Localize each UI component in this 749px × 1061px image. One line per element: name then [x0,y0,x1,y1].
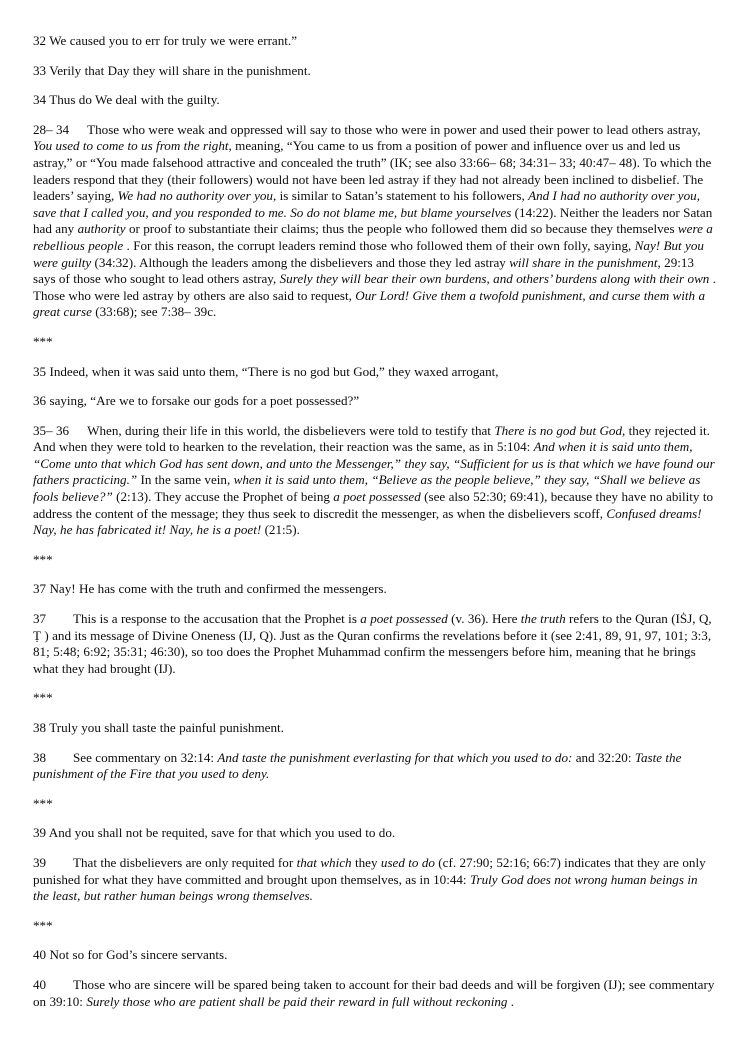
verse-line-37: 37 Nay! He has come with the truth and confirmed the messengers. [33,581,387,597]
section-separator: *** [33,551,53,567]
verse-line-36: 36 saying, “Are we to forsake our gods for a poet possessed?” [33,393,360,409]
commentary-text: See commentary on 32:14: And taste the punishment everlasting for that which you used to do: and 32:20: Taste the punishment of the Fire that you used to deny. [33,749,682,782]
commentary-text: Those who are sincere will be spared being taken to account for their bad deeds and will be forgiven (IJ); see commentary on 39:10: Surely those who are patient shall be paid their reward in full without reckoning . [33,976,715,1009]
commentary-block-40 [33,977,716,1010]
commentary-number: 38 [33,749,47,765]
commentary-number: 39 [33,854,47,870]
verse-line-35: 35 Indeed, when it was said unto them, “There is no god but God,” they waxed arrogant, [33,363,499,379]
verse-line-32: 32 We caused you to err for truly we were errant.” [33,33,298,48]
commentary-block-38 [33,750,716,783]
commentary-text: That the disbelievers are only requited for that which they used to do (cf. 27:90; 52:16; 66:7) indicates that they are only punished for what they have committed and brought upon themselves, as in 10:44: Truly God does not wrong human beings in the least, but rather human beings wrong themselves. [33,854,706,904]
commentary-text: Those who were weak and oppressed will say to those who were in power and used their power to lead others astray, You used to come to us from the right, meaning, “You came to us from a position of power and influence over us and led us astray,” or “You made falsehood attractive and concealed the truth” (IK; see also 33:66– 68; 34:31– 33; 40:47– 48). To which the leaders respond that they (their followers) would not have been led astray if they had not already been inclined to disbelief. The leaders’ saying, We had no authority over you, is similar to Satan’s statement to his followers, And I had no authority over you, save that I called you, and you responded to me. So do not blame me, but blame yourselves (14:22). Neither the leaders nor Satan had any authority or proof to substantiate their claims; thus the people who followed them did so because they themselves were a rebellious people . For this reason, the corrupt leaders remind those who followed them of their own folly, saying, Nay! But you were guilty (34:32). Although the leaders among the disbelievers and those they led astray will share in the punishment, 29:13 says of those who sought to lead others astray, Surely they will bear their own burdens, and others’ burdens along with their own . Those who were led astray by others are also said to request, Our Lord! Give them a twofold punishment, and curse them with a great curse (33:68); see 7:38– 39c. [33,121,717,320]
commentary-number: 40 [33,976,47,992]
verse-line-38: 38 Truly you shall taste the painful punishment. [33,720,284,735]
section-separator: *** [33,333,53,349]
verse-line-39: 39 And you shall not be requited, save for that which you used to do. [33,825,396,841]
commentary-block-35-36 [33,423,716,539]
commentary-number: 28– 34 [33,121,70,137]
commentary-text: This is a response to the accusation that the Prophet is a poet possessed (v. 36). Here the truth refers to the Quran (IṠJ, Q, Ṭ ) and its message of Divine Oneness (IJ, Q). Just as the Quran confirms the revelations before it (see 2:41, 89, 91, 97, 101; 3:3, 81; 5:48; 6:92; 35:31; 46:30), so too does the Prophet Muhammad confirm the messengers before him, meaning that he brings what they had brought (IJ). [33,611,712,676]
verse-line-34: 34 Thus do We deal with the guilty. [33,92,220,108]
commentary-block-37 [33,611,716,677]
section-separator: *** [33,690,53,706]
commentary-number: 35– 36 [33,422,70,438]
verse-line-40: 40 Not so for God’s sincere servants. [33,947,228,963]
commentary-block-39 [33,855,716,905]
section-separator: *** [33,795,53,811]
section-separator: *** [33,917,53,933]
verse-line-33: 33 Verily that Day they will share in the punishment. [33,62,311,78]
commentary-block-28-34 [33,122,716,321]
commentary-number: 37 [33,611,47,627]
commentary-text: When, during their life in this world, the disbelievers were told to testify that There is no god but God, they rejected it. And when they were told to hearken to the revelation, their reaction was the same, as in 5:104: And when it is said unto them, “Come unto that which God has sent down, and unto the Messenger,” they say, “Sufficient for us is that which we have found our fathers practicing.” In the same vein, when it is said unto them, “Believe as the people believe,” they say, “Shall we believe as fools believe?” (2:13). They accuse the Prophet of being a poet possessed (see also 52:30; 69:41), because they have no ability to address the content of the message; they thus seek to discredit the messenger, as when the disbelievers scoff, Confused dreams! Nay, he has fabricated it! Nay, he is a poet! (21:5). [33,422,715,538]
